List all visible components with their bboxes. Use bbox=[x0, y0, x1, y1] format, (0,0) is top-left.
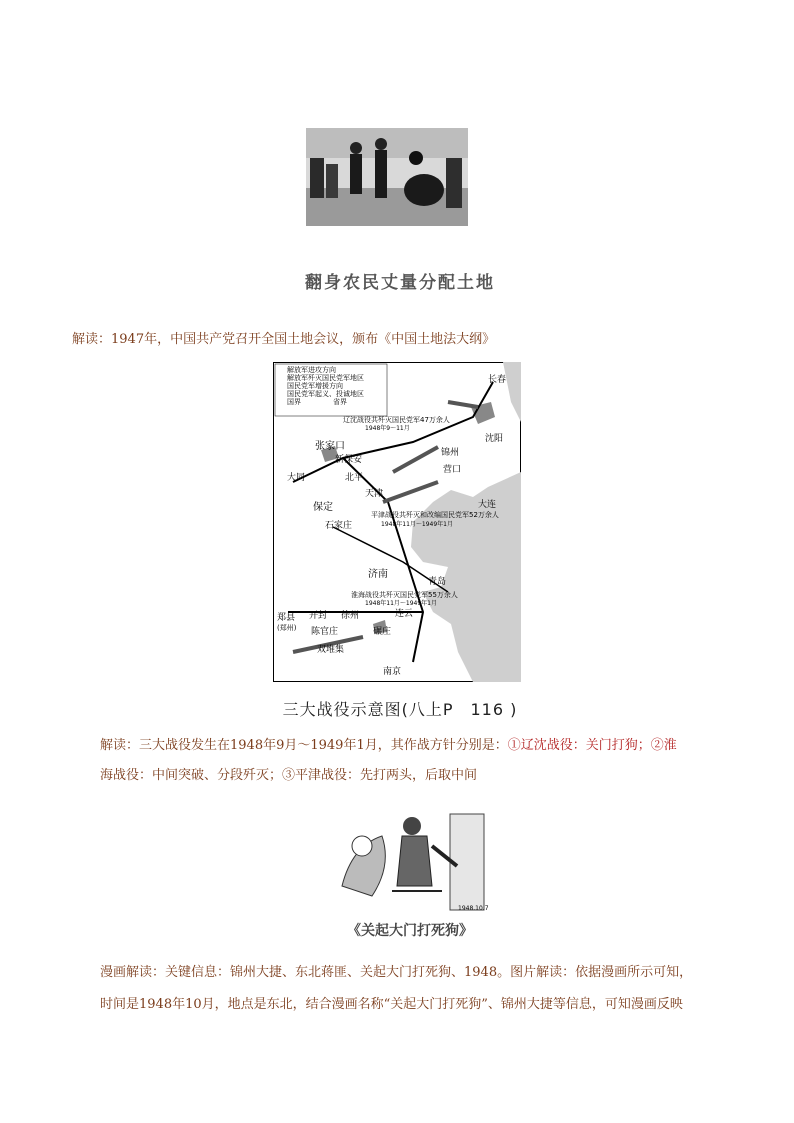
place-label: 徐州 bbox=[341, 611, 360, 621]
interpretation-label: 解读： bbox=[100, 738, 140, 753]
place-label: 锦州 bbox=[441, 448, 460, 458]
place-label: 碾庄 bbox=[373, 627, 392, 637]
cartoon-date: 1948.10.7 bbox=[458, 905, 489, 912]
interpretation-text: 海战役：中间突破、分段歼灭；③平津战役：先打两头，后取中间 bbox=[100, 768, 478, 783]
cartoon-interpretation bbox=[100, 958, 736, 988]
place-label: 青岛 bbox=[428, 577, 447, 587]
place-label: 保定 bbox=[313, 502, 333, 513]
legend-item: 国界 bbox=[287, 398, 301, 406]
place-label: 开封 bbox=[309, 611, 328, 621]
interpretation-text: 时间是1948年10月，地点是东北，结合漫画名称“关起大门打死狗”、锦州大捷等信息，可知漫画反映 bbox=[100, 997, 683, 1012]
place-label: 沈阳 bbox=[485, 434, 504, 444]
map-note: 1948年11月～1949年1月 bbox=[381, 521, 453, 528]
cartoon-caption: 《关起大门打死狗》 bbox=[347, 923, 473, 939]
map-note: 1948年11月～1949年1月 bbox=[365, 600, 437, 607]
interpretation-text: 1947年，中国共产党召开全国土地会议，颁布《中国土地法大纲》 bbox=[111, 332, 496, 347]
map-note: 平津战役共歼灭和改编国民党军52万余人 bbox=[371, 511, 499, 519]
place-label: (郑州) bbox=[277, 624, 297, 632]
cartoon-image bbox=[332, 806, 490, 918]
photo-caption: 翻身农民丈量分配土地 bbox=[305, 273, 495, 293]
place-label: 济南 bbox=[368, 569, 388, 580]
place-label: 大连 bbox=[478, 500, 497, 510]
place-label: 营口 bbox=[443, 465, 462, 475]
place-label: 南京 bbox=[383, 667, 402, 677]
legend-item: 解放军歼灭国民党军地区 bbox=[287, 374, 364, 382]
place-label: 双堆集 bbox=[317, 645, 345, 655]
map-caption: 三大战役示意图(八上P 116 ) bbox=[282, 700, 518, 719]
place-label: 连云 bbox=[395, 609, 414, 619]
interpretation-campaigns bbox=[100, 731, 736, 761]
three-campaigns-map bbox=[273, 362, 521, 682]
legend-item: 省界 bbox=[333, 398, 347, 406]
map-note: 淮海战役共歼灭国民党军55万余人 bbox=[351, 591, 458, 599]
land-distribution-photo bbox=[306, 128, 468, 226]
place-label: 张家口 bbox=[315, 441, 345, 452]
legend-item: 解放军进攻方向 bbox=[287, 366, 336, 374]
interpretation-text: 三大战役发生在1948年9月～1949年1月，其作战方针分别是： bbox=[139, 738, 508, 753]
legend-item: 国民党军增援方向 bbox=[287, 382, 343, 390]
place-label: 石家庄 bbox=[325, 521, 353, 531]
place-label: 新保安 bbox=[335, 455, 363, 465]
place-label: 大同 bbox=[287, 473, 306, 483]
interpretation-label: 漫画解读： bbox=[100, 965, 166, 980]
interpretation-campaigns-line2 bbox=[100, 761, 736, 791]
interpretation-label: 解读： bbox=[72, 332, 112, 347]
cartoon-interpretation-line2 bbox=[100, 990, 736, 1020]
map-note: 1948年9～11月 bbox=[365, 425, 410, 432]
place-label: 北平 bbox=[345, 473, 364, 483]
place-label: 长春 bbox=[488, 375, 507, 385]
place-label: 天津 bbox=[365, 489, 384, 499]
place-label: 陈官庄 bbox=[311, 627, 339, 637]
interpretation-text: 关键信息：锦州大捷、东北蒋匪、关起大门打死狗、1948。图片解读：依据漫画所示可知， bbox=[165, 965, 693, 980]
interpretation-land-law bbox=[72, 325, 732, 355]
place-label: 郑县 bbox=[277, 613, 296, 623]
interpretation-text-highlight: ①辽沈战役：关门打狗；②淮 bbox=[507, 738, 677, 753]
map-note: 辽沈战役共歼灭国民党军47万余人 bbox=[343, 416, 450, 424]
legend-item: 国民党军起义、投诚地区 bbox=[287, 390, 364, 398]
